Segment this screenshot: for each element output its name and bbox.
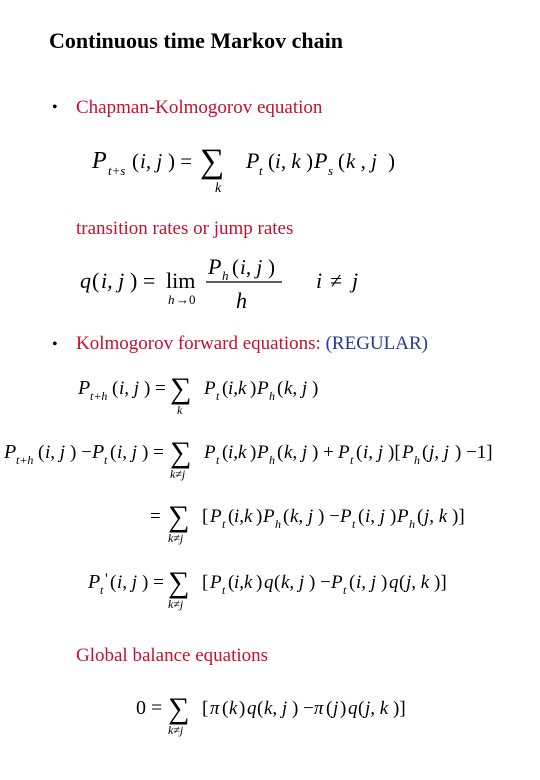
svg-text:i, j: i, j xyxy=(117,442,138,463)
svg-text:P: P xyxy=(257,378,269,399)
svg-text:P: P xyxy=(204,378,216,399)
svg-text:t: t xyxy=(216,389,220,403)
svg-text:(: ( xyxy=(222,378,229,399)
svg-text:h: h xyxy=(168,292,175,307)
equation-forward-3 xyxy=(148,494,488,550)
svg-text:P: P xyxy=(340,506,352,527)
svg-text:q: q xyxy=(80,268,91,293)
svg-text:(: ( xyxy=(358,698,365,719)
svg-text:P: P xyxy=(210,572,222,593)
svg-text:∑: ∑ xyxy=(170,372,192,405)
svg-text:∑: ∑ xyxy=(200,143,225,180)
svg-text:t: t xyxy=(343,583,347,597)
svg-text:i,k: i,k xyxy=(234,506,253,527)
svg-text:∑: ∑ xyxy=(168,566,190,599)
svg-text:h: h xyxy=(409,517,415,531)
bullet-chapman-kolmogorov: Chapman-Kolmogorov equation xyxy=(76,97,323,118)
svg-text:(: ( xyxy=(232,255,239,279)
svg-text:∑: ∑ xyxy=(168,500,190,533)
svg-text:h: h xyxy=(275,517,281,531)
global-balance-heading: Global balance equations xyxy=(76,645,269,666)
svg-text:k: k xyxy=(229,698,238,719)
svg-text:∑: ∑ xyxy=(170,436,192,469)
svg-text:)]: )] xyxy=(434,572,447,593)
svg-text:π: π xyxy=(210,698,220,719)
svg-text:q: q xyxy=(264,572,274,593)
svg-text:h: h xyxy=(269,389,275,403)
svg-text:) −1]: ) −1] xyxy=(455,442,493,463)
svg-text:) =: ) = xyxy=(142,442,164,463)
svg-text:i, j: i, j xyxy=(356,572,377,593)
bullet-forward-equations xyxy=(76,333,428,355)
svg-text:): ) xyxy=(388,149,395,173)
svg-text:): ) xyxy=(390,506,397,527)
svg-text:t: t xyxy=(104,453,108,467)
svg-text:(: ( xyxy=(92,268,100,293)
svg-text:(: ( xyxy=(110,442,117,463)
svg-text:(: ( xyxy=(283,506,290,527)
svg-text:q: q xyxy=(348,698,358,719)
svg-text:) =: ) = xyxy=(144,378,166,399)
svg-text:0 =: 0 = xyxy=(136,697,163,719)
svg-text:h: h xyxy=(269,453,275,467)
svg-text:(: ( xyxy=(326,698,333,719)
svg-text:k≠j: k≠j xyxy=(170,467,186,481)
svg-text:) −: ) − xyxy=(309,572,331,593)
svg-text:i,k: i,k xyxy=(228,378,247,399)
svg-text:(: ( xyxy=(277,442,284,463)
svg-text:i, j: i, j xyxy=(365,506,386,527)
svg-text:): ) xyxy=(250,442,257,463)
equation-forward-1 xyxy=(76,366,346,422)
svg-text:P: P xyxy=(78,377,91,399)
svg-text:P: P xyxy=(92,148,107,174)
svg-text:': ' xyxy=(105,571,108,588)
svg-text:P: P xyxy=(257,442,269,463)
svg-text:q: q xyxy=(389,572,399,593)
svg-text:(: ( xyxy=(358,506,365,527)
svg-text:(: ( xyxy=(417,506,424,527)
svg-text:i, j: i, j xyxy=(240,255,263,279)
svg-text:(: ( xyxy=(349,572,356,593)
svg-text:(: ( xyxy=(277,378,284,399)
equation-rate-definition xyxy=(76,250,376,316)
svg-text:) −: ) − xyxy=(292,698,314,719)
svg-text:k , j: k , j xyxy=(346,149,377,173)
svg-text:π: π xyxy=(314,698,324,719)
svg-text:∑: ∑ xyxy=(168,692,190,725)
svg-text:P: P xyxy=(210,506,222,527)
svg-text:)]: )] xyxy=(452,506,465,527)
svg-text:): ) xyxy=(268,255,275,279)
svg-text:q: q xyxy=(247,698,257,719)
svg-text:): ) xyxy=(250,378,257,399)
svg-text:→0: →0 xyxy=(176,292,196,307)
svg-text:i, k: i, k xyxy=(275,149,301,173)
svg-text:k, j: k, j xyxy=(290,506,314,527)
svg-text:h: h xyxy=(236,288,247,313)
svg-text:i,k: i,k xyxy=(234,572,253,593)
equation-global-balance xyxy=(134,684,444,740)
svg-text:t: t xyxy=(259,163,263,178)
svg-text:): ) xyxy=(239,698,246,719)
svg-text:P: P xyxy=(331,572,343,593)
svg-text:): ) xyxy=(381,572,388,593)
svg-text:[: [ xyxy=(202,506,209,527)
svg-text:s: s xyxy=(328,163,334,178)
bullet-marker: • xyxy=(52,336,58,353)
svg-text:i, j: i, j xyxy=(140,149,163,173)
svg-text:j, k: j, k xyxy=(406,572,430,593)
svg-text:i, j: i, j xyxy=(119,378,140,399)
svg-text:=: = xyxy=(150,506,161,527)
equation-chapman-kolmogorov xyxy=(88,138,408,198)
svg-text:(: ( xyxy=(132,149,139,173)
svg-text:h: h xyxy=(222,268,229,283)
svg-text:P: P xyxy=(246,148,260,173)
svg-text:): ) xyxy=(256,572,263,593)
svg-text:j, j: j, j xyxy=(429,442,450,463)
svg-text:(: ( xyxy=(399,572,406,593)
svg-text:(: ( xyxy=(274,572,281,593)
svg-text:k, j: k, j xyxy=(264,698,288,719)
svg-text:t: t xyxy=(222,583,226,597)
svg-text:(: ( xyxy=(257,698,264,719)
svg-text:(: ( xyxy=(222,442,229,463)
svg-text:) +: ) + xyxy=(312,442,334,463)
svg-text:) =: ) = xyxy=(168,149,193,173)
svg-text:[: [ xyxy=(202,698,209,719)
equation-forward-4 xyxy=(86,560,466,616)
bullet-marker: • xyxy=(52,99,58,116)
svg-text:t+s: t+s xyxy=(108,163,126,178)
svg-text:)[: )[ xyxy=(388,442,401,463)
regular-tag: (REGULAR) xyxy=(325,333,428,354)
svg-text:(: ( xyxy=(38,442,45,463)
svg-text:[: [ xyxy=(202,572,209,593)
svg-text:): ) xyxy=(306,149,313,173)
svg-text:(: ( xyxy=(222,698,229,719)
svg-text:(: ( xyxy=(228,506,235,527)
equation-forward-2 xyxy=(4,430,504,486)
svg-text:): ) xyxy=(312,378,319,399)
svg-text:)]: )] xyxy=(393,698,406,719)
svg-text:P: P xyxy=(208,254,222,279)
svg-text:) =: ) = xyxy=(130,268,156,293)
svg-text:j: j xyxy=(352,268,359,293)
svg-text:P: P xyxy=(397,506,409,527)
svg-text:): ) xyxy=(256,506,263,527)
svg-text:P: P xyxy=(88,571,101,593)
svg-text:): ) xyxy=(340,698,347,719)
svg-text:t: t xyxy=(222,517,226,531)
slide-title: Continuous time Markov chain xyxy=(49,28,343,53)
svg-text:P: P xyxy=(402,442,414,463)
svg-text:(: ( xyxy=(268,149,275,173)
svg-text:t: t xyxy=(216,453,220,467)
svg-text:j, k: j, k xyxy=(365,698,389,719)
svg-text:) −: ) − xyxy=(318,506,340,527)
svg-text:k, j: k, j xyxy=(284,442,308,463)
svg-text:P: P xyxy=(92,441,105,463)
svg-text:i, j: i, j xyxy=(117,572,138,593)
svg-text:lim: lim xyxy=(166,268,196,293)
forward-equations-label: Kolmogorov forward equations: xyxy=(76,333,321,354)
rates-heading: transition rates or jump rates xyxy=(76,218,294,239)
svg-text:P: P xyxy=(263,506,275,527)
svg-text:i,k: i,k xyxy=(228,442,247,463)
svg-text:t: t xyxy=(352,517,356,531)
svg-text:t+h: t+h xyxy=(90,389,108,403)
svg-text:k: k xyxy=(215,181,222,196)
svg-text:k, j: k, j xyxy=(281,572,305,593)
svg-text:(: ( xyxy=(356,442,363,463)
svg-text:P: P xyxy=(204,442,216,463)
svg-text:(: ( xyxy=(422,442,429,463)
svg-text:(: ( xyxy=(112,378,119,399)
svg-text:i, j: i, j xyxy=(363,442,384,463)
svg-text:k≠j: k≠j xyxy=(168,531,184,545)
svg-text:i, j: i, j xyxy=(101,268,125,293)
svg-text:t+h: t+h xyxy=(16,453,34,467)
svg-text:) =: ) = xyxy=(142,572,164,593)
svg-text:j, k: j, k xyxy=(424,506,448,527)
svg-text:i, j: i, j xyxy=(45,442,66,463)
svg-text:k≠j: k≠j xyxy=(168,597,184,611)
svg-text:(: ( xyxy=(228,572,235,593)
svg-text:t: t xyxy=(100,583,104,597)
svg-text:j: j xyxy=(333,698,339,719)
svg-text:k, j: k, j xyxy=(284,378,308,399)
svg-text:(: ( xyxy=(110,572,117,593)
svg-text:i: i xyxy=(316,268,323,293)
svg-text:(: ( xyxy=(338,149,345,173)
svg-text:P: P xyxy=(4,441,17,463)
svg-text:≠: ≠ xyxy=(330,268,343,293)
svg-text:k: k xyxy=(177,403,183,417)
svg-text:P: P xyxy=(314,148,328,173)
svg-text:P: P xyxy=(338,442,350,463)
svg-text:t: t xyxy=(350,453,354,467)
svg-text:k≠j: k≠j xyxy=(168,723,184,737)
svg-text:) −: ) − xyxy=(70,442,92,463)
svg-text:h: h xyxy=(414,453,420,467)
